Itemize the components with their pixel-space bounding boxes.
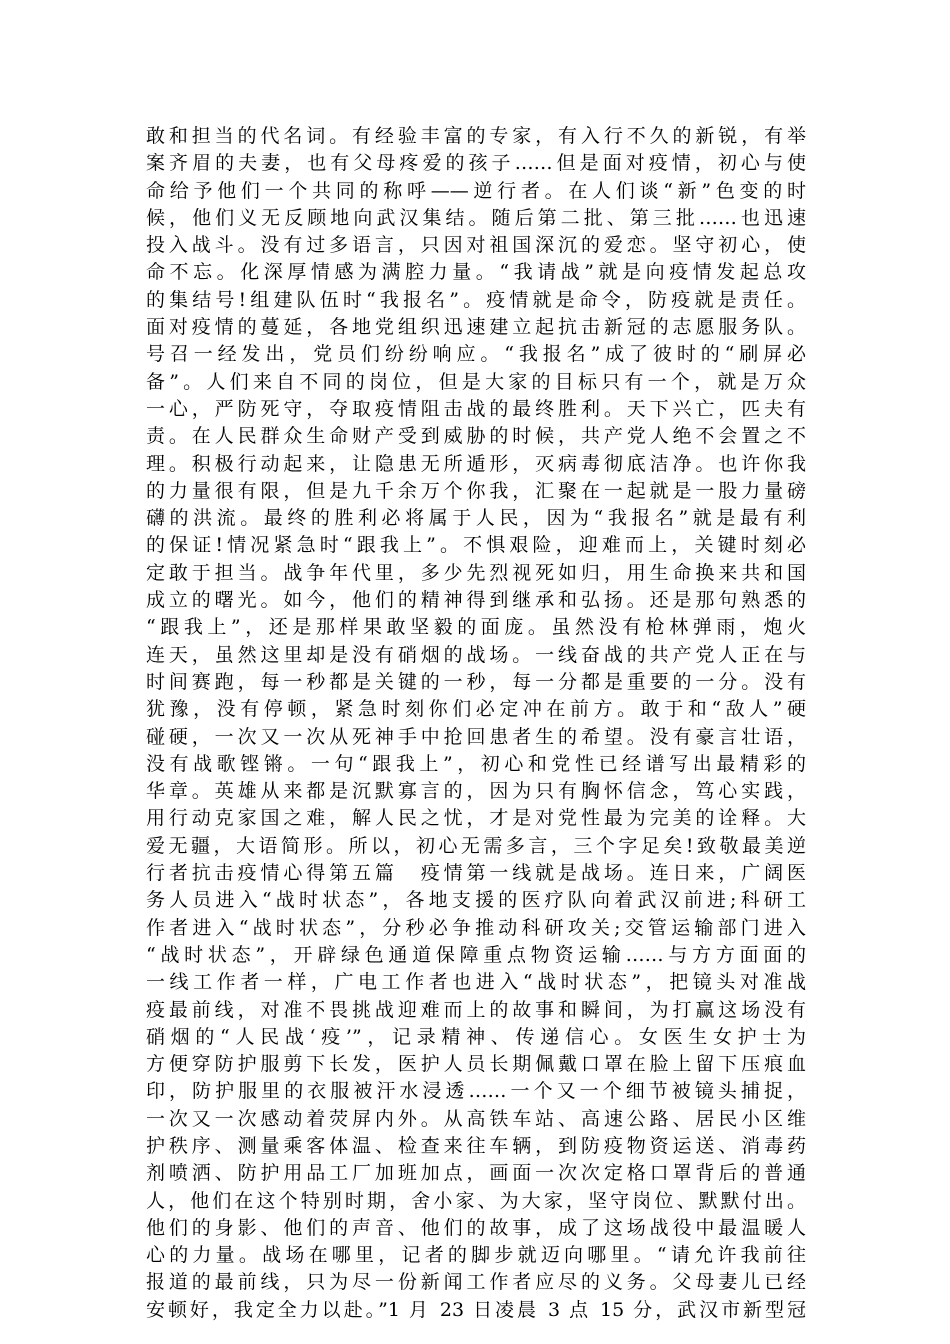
text-line: 疫最前线，对准不畏挑战迎难而上的故事和瞬间，为打赢这场没有 [146, 998, 806, 1021]
text-line: 硝烟的“人民战‘疫’”，记录精神、传递信心。女医生女护士为 [146, 1025, 806, 1048]
text-line: 一心，严防死守，夺取疫情阻击战的最终胜利。天下兴亡，匹夫有 [146, 397, 806, 420]
text-line: 命不忘。化深厚情感为满腔力量。“我请战”就是向疫情发起总攻 [146, 261, 806, 284]
text-line: 的力量很有限，但是九千余万个你我，汇聚在一起就是一股力量磅 [146, 479, 806, 502]
text-line: 人，他们在这个特别时期，舍小家、为大家，坚守岗位、默默付出。 [146, 1189, 806, 1212]
text-line: 碰硬，一次又一次从死神手中抢回患者生的希望。没有豪言壮语， [146, 725, 806, 748]
body-text [146, 123, 806, 1324]
text-line: 印，防护服里的衣服被汗水浸透……一个又一个细节被镜头捕捉， [146, 1080, 806, 1103]
text-line: “跟我上”，还是那样果敢坚毅的面庞。虽然没有枪林弹雨，炮火 [146, 616, 806, 639]
text-line: 作者进入“战时状态”，分秒必争推动科研攻关;交管运输部门进入 [146, 916, 806, 939]
text-line: 华章。英雄从来都是沉默寡言的，因为只有胸怀信念，笃心实践， [146, 780, 806, 803]
text-line: 报道的最前线，只为尽一份新闻工作者应尽的义务。父母妻儿已经 [146, 1271, 806, 1294]
text-line: 用行动克家国之难，解人民之忧，才是对党性最为完美的诠释。大 [146, 807, 806, 830]
text-line: 号召一经发出，党员们纷纷响应。“我报名”成了彼时的“刷屏必 [146, 343, 806, 366]
text-line: 连天，虽然这里却是没有硝烟的战场。一线奋战的共产党人正在与 [146, 643, 806, 666]
text-line: 敢和担当的代名词。有经验丰富的专家，有入行不久的新锐，有举 [146, 125, 806, 147]
text-line: 护秩序、测量乘客体温、检查来往车辆，到防疫物资运送、消毒药 [146, 1134, 806, 1157]
text-line: 剂喷洒、防护用品工厂加班加点，画面一次次定格口罩背后的普通 [146, 1162, 806, 1185]
text-line: 务人员进入“战时状态”，各地支援的医疗队向着武汉前进;科研工 [146, 889, 806, 912]
text-line: 成立的曙光。如今，他们的精神得到继承和弘扬。还是那句熟悉的 [146, 589, 806, 612]
text-line: 爱无疆，大语简形。所以，初心无需多言，三个字足矣!致敬最美逆 [146, 834, 806, 857]
text-line: 犹豫，没有停顿，紧急时刻你们必定冲在前方。敢于和“敌人”硬 [146, 698, 806, 721]
text-line: 投入战斗。没有过多语言，只因对祖国深沉的爱恋。坚守初心，使 [146, 234, 806, 257]
text-line: “战时状态”，开辟绿色通道保障重点物资运输……与方方面面的 [146, 943, 806, 966]
text-line: 面对疫情的蔓延，各地党组织迅速建立起抗击新冠的志愿服务队。 [146, 316, 806, 339]
text-line: 命给予他们一个共同的称呼——逆行者。在人们谈“新”色变的时 [146, 179, 806, 202]
text-line: 一次又一次感动着荧屏内外。从高铁车站、高速公路、居民小区维 [146, 1107, 806, 1130]
text-line: 责。在人民群众生命财产受到威胁的时候，共产党人绝不会置之不 [146, 425, 806, 448]
text-line: 方便穿防护服剪下长发，医护人员长期佩戴口罩在脸上留下压痕血 [146, 1053, 806, 1076]
text-line: 行者抗击疫情心得第五篇 疫情第一线就是战场。连日来，广阔医 [146, 862, 806, 885]
text-line: 时间赛跑，每一秒都是关键的一秒，每一分都是重要的一分。没有 [146, 670, 806, 693]
text-line: 安顿好，我定全力以赴。”1 月 23 日凌晨 3 点 15 分，武汉市新型冠 [146, 1298, 806, 1321]
text-line: 备”。人们来自不同的岗位，但是大家的目标只有一个，就是万众 [146, 370, 806, 393]
text-line: 案齐眉的夫妻，也有父母疼爱的孩子……但是面对疫情，初心与使 [146, 152, 806, 175]
text-line: 礴的洪流。最终的胜利必将属于人民，因为“我报名”就是最有利 [146, 507, 806, 530]
text-line: 他们的身影、他们的声音、他们的故事，成了这场战役中最温暖人 [146, 1216, 806, 1239]
text-line: 候，他们义无反顾地向武汉集结。随后第二批、第三批……也迅速 [146, 206, 806, 229]
text-line: 理。积极行动起来，让隐患无所遁形，灭病毒彻底洁净。也许你我 [146, 452, 806, 475]
text-line: 心的力量。战场在哪里，记者的脚步就迈向哪里。“请允许我前往 [146, 1244, 806, 1267]
text-line: 的保证!情况紧急时“跟我上”。不惧艰险，迎难而上，关键时刻必 [146, 534, 806, 557]
text-line: 定敢于担当。战争年代里，多少先烈视死如归，用生命换来共和国 [146, 561, 806, 584]
text-line: 没有战歌铿锵。一句“跟我上”，初心和党性已经谱写出最精彩的 [146, 752, 806, 775]
text-line: 一线工作者一样，广电工作者也进入“战时状态”，把镜头对准战 [146, 971, 806, 994]
text-line: 的集结号!组建队伍时“我报名”。疫情就是命令，防疫就是责任。 [146, 288, 806, 311]
